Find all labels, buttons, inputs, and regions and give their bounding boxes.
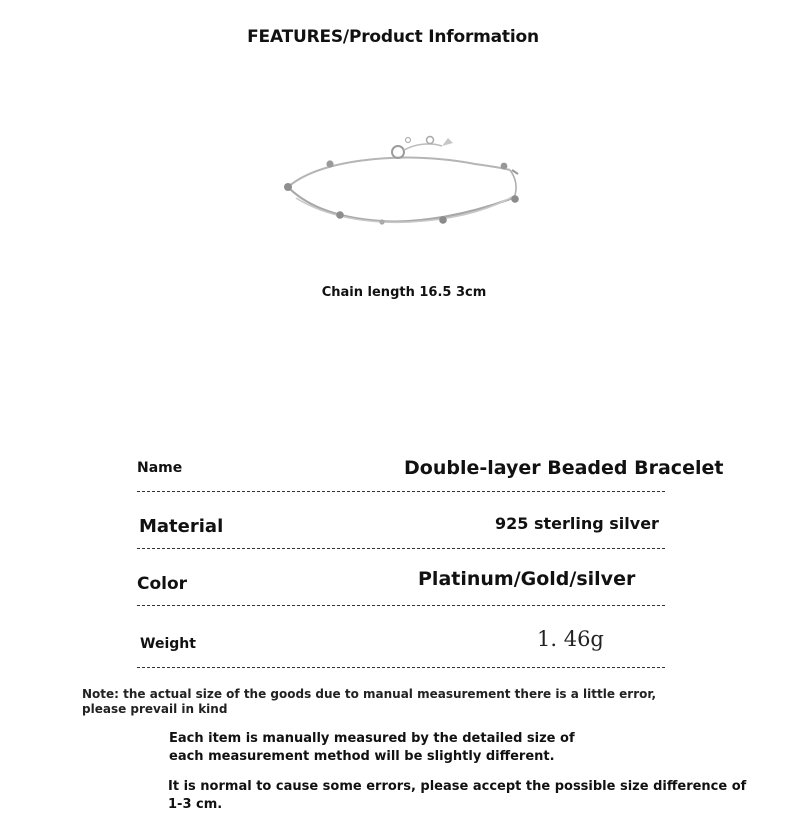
- measurement-paragraph: Each item is manually measured by the detailed size of each measurement method will be slightly different.: [169, 731, 575, 764]
- divider: [137, 605, 665, 606]
- tolerance-paragraph: It is normal to cause some errors, please accept the possible size difference of 1-3 cm.: [168, 779, 747, 812]
- spec-label-weight: Weight: [140, 636, 196, 652]
- divider: [137, 491, 665, 492]
- spec-value-color: Platinum/Gold/silver: [418, 568, 636, 590]
- spec-label-material: Material: [139, 516, 224, 537]
- divider: [137, 667, 665, 668]
- spec-value-weight: 1. 46g: [537, 627, 604, 651]
- spec-label-color: Color: [137, 574, 188, 594]
- bracelet-image: [270, 118, 530, 248]
- measurement-note: Note: the actual size of the goods due to manual measurement there is a little error, please prevail in kind: [82, 687, 657, 716]
- spec-value-material: 925 sterling silver: [495, 514, 659, 533]
- page-title: FEATURES/Product Information: [247, 27, 539, 47]
- spec-value-name: Double-layer Beaded Bracelet: [404, 457, 724, 479]
- spec-label-name: Name: [137, 460, 183, 476]
- divider: [137, 548, 665, 549]
- chain-length-caption: Chain length 16.5 3cm: [321, 285, 487, 300]
